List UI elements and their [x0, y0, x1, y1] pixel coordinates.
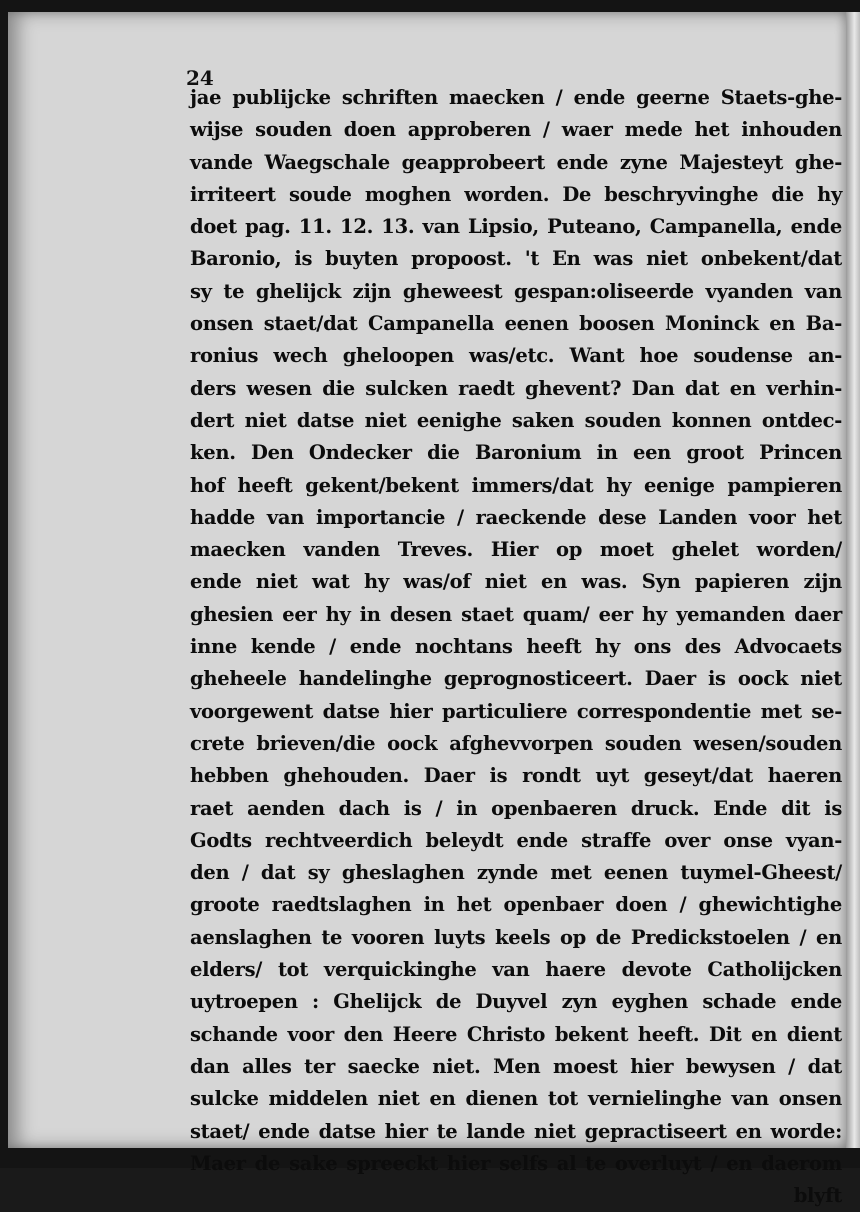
text-line: hebben ghehouden. Daer is rondt uyt geseyt/dat haeren — [190, 764, 842, 788]
text-line: ghesien eer hy in desen staet quam/ eer hy yemanden daer — [190, 602, 842, 626]
text-line: ronius wech gheloopen was/etc. Want hoe soudense an- — [190, 344, 842, 368]
text-line: jae publijcke schriften maecken / ende geerne Staets-ghe- — [190, 86, 842, 109]
text-line: uytroepen : Ghelijck de Duyvel zyn eyghen schade ende — [190, 990, 842, 1014]
text-line: ende niet wat hy was/of niet en was. Syn papieren zijn — [190, 570, 842, 594]
text-line: aenslaghen te vooren luyts keels op de Predickstoelen / en — [190, 925, 842, 949]
text-line: sy te ghelijck zijn gheweest gespan:oliseerde vyanden van — [190, 279, 842, 303]
text-line: staet/ ende datse hier te lande niet gepractiseert en worde: — [190, 1119, 842, 1143]
text-line: Baronio, is buyten propoost. 't En was niet onbekent/dat — [190, 247, 842, 271]
text-line: hof heeft gekent/bekent immers/dat hy eenige pampieren — [190, 473, 842, 497]
text-line: elders/ tot verquickinghe van haere devote Catholijcken — [190, 958, 842, 982]
text-line: onsen staet/dat Campanella eenen boosen Moninck en Ba- — [190, 312, 842, 336]
text-line: doet pag. 11. 12. 13. van Lipsio, Puteano, Campanella, ende — [190, 215, 842, 239]
text-line: crete brieven/die oock afghevvorpen souden wesen/souden — [190, 731, 842, 755]
text-line: dert niet datse niet eenighe saken souden konnen ontdec- — [190, 408, 842, 432]
text-line: irriteert soude moghen worden. De beschryvinghe die hy — [190, 182, 842, 206]
text-line: voorgewent datse hier particuliere correspondentie met se- — [190, 699, 842, 723]
text-line: groote raedtslaghen in het openbaer doen / ghewichtighe — [190, 893, 842, 917]
body-text — [190, 82, 842, 1212]
text-line: vande Waegschale geapprobeert ende zyne Majesteyt ghe- — [190, 150, 842, 174]
text-line: hadde van importancie / raeckende dese Landen voor het — [190, 505, 842, 529]
page-edge — [846, 12, 860, 1148]
text-line: wijse souden doen approberen / waer mede het inhouden — [190, 118, 842, 142]
text-line: Maer de sake spreeckt hier selfs al te overluyt / en daerom — [190, 1151, 842, 1175]
text-line: den / dat sy gheslaghen zynde met eenen tuymel-Gheest/ — [190, 861, 842, 885]
text-line: Godts rechtveerdich beleydt ende straffe over onse vyan- — [190, 828, 842, 852]
text-line: raet aenden dach is / in openbaeren druck. Ende dit is — [190, 796, 842, 820]
catchword: blyft — [793, 1184, 842, 1208]
text-line: maecken vanden Treves. Hier op moet ghelet worden/ — [190, 538, 842, 562]
text-line: schande voor den Heere Christo bekent heeft. Dit en dient — [190, 1022, 842, 1046]
page-number: 24 — [186, 66, 214, 90]
text-line: ders wesen die sulcken raedt ghevent? Dan dat en verhin- — [190, 376, 842, 400]
text-line: ken. Den Ondecker die Baronium in een groot Princen — [190, 441, 842, 465]
text-line: dan alles ter saecke niet. Men moest hier bewysen / dat — [190, 1054, 842, 1078]
text-line: inne kende / ende nochtans heeft hy ons des Advocaets — [190, 635, 842, 659]
text-line: gheheele handelinghe geprognosticeert. Daer is oock niet — [190, 667, 842, 691]
text-line: sulcke middelen niet en dienen tot vernielinghe van onsen — [190, 1087, 842, 1111]
